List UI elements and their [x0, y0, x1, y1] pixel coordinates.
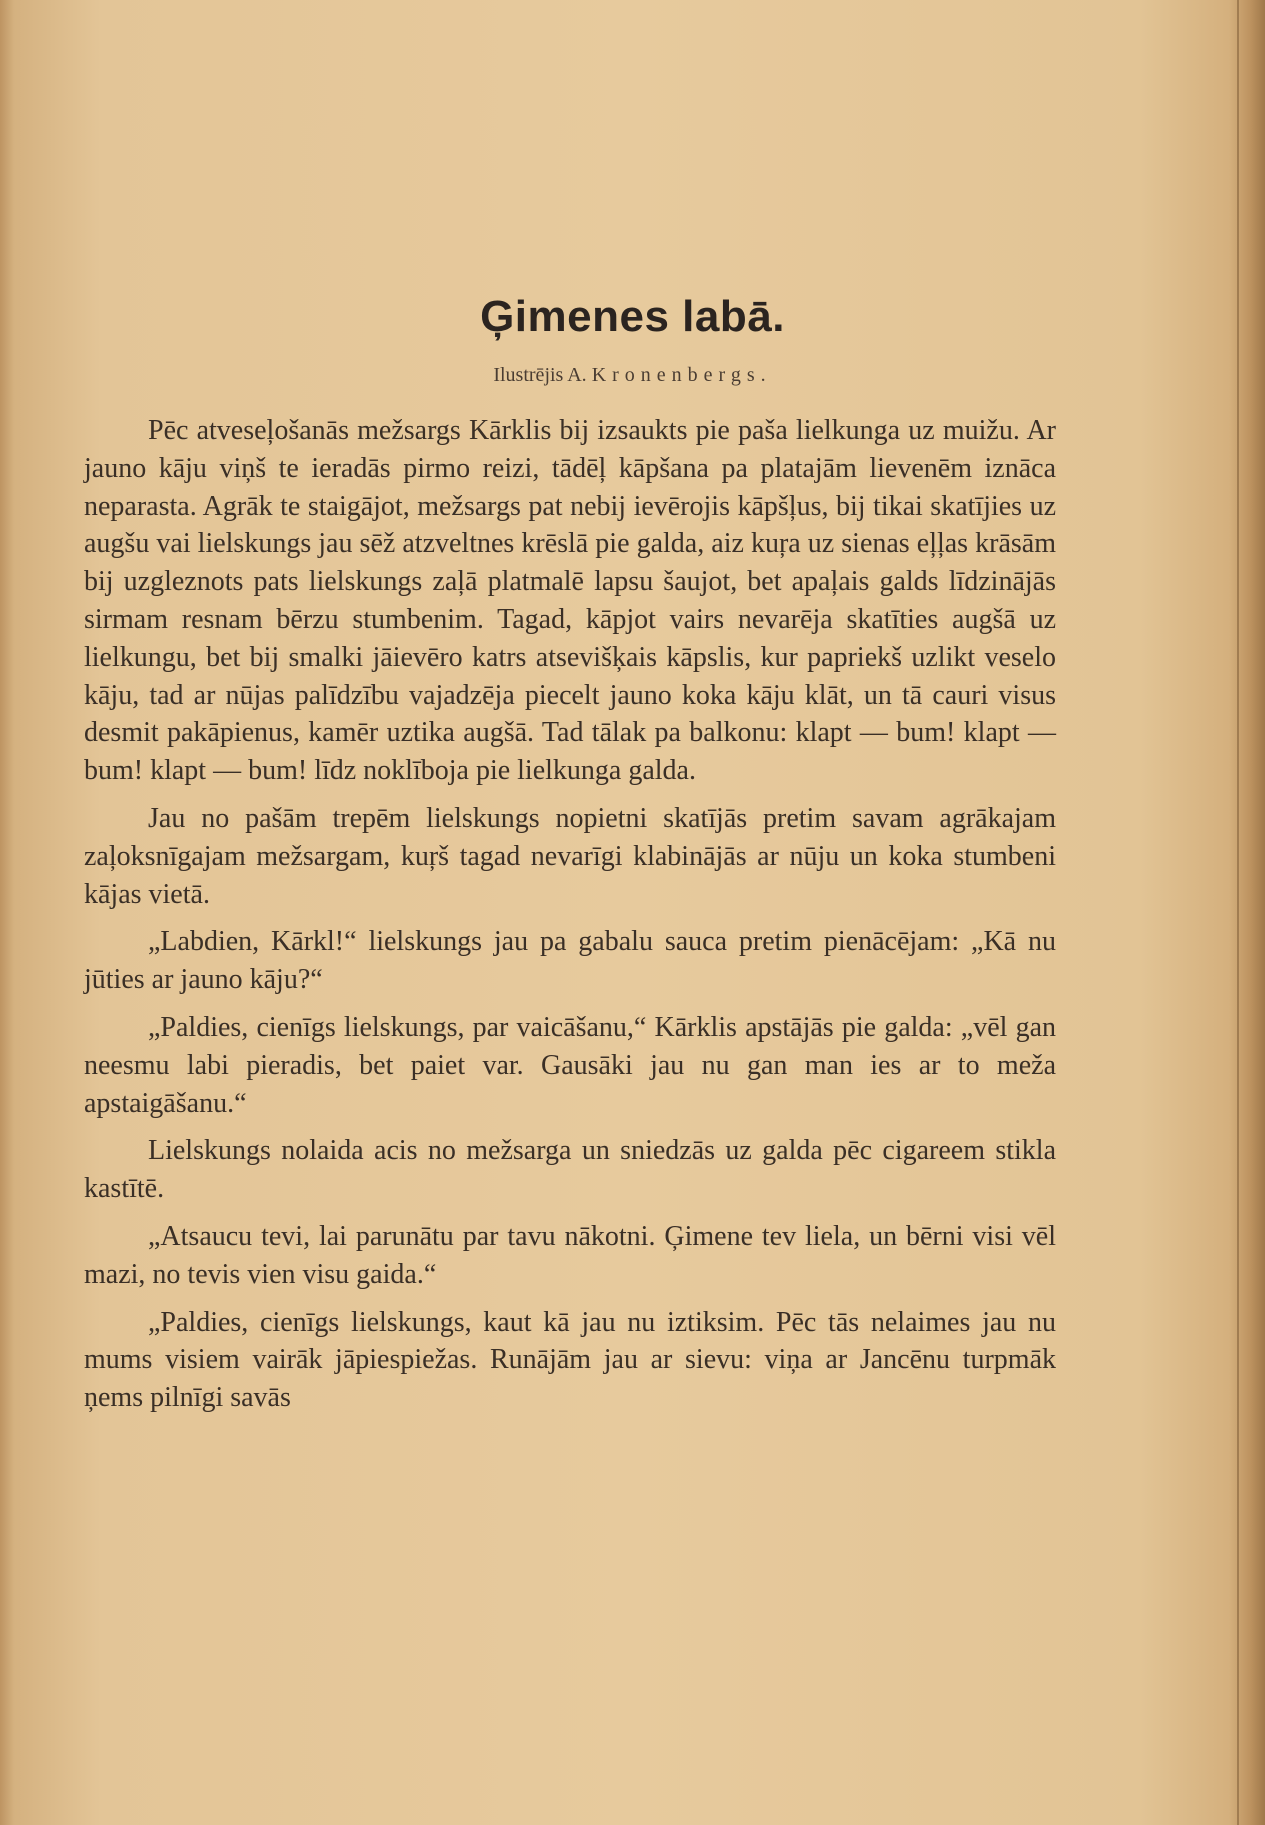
page-right-edge — [1229, 0, 1265, 1825]
paragraph: „Paldies, cienīgs lielskungs, par vaicāšanu,“ Kārklis apstājās pie galda: „vēl gan neesmu labi pieradis, bet paiet var. Gausāki jau nu gan man ies ar to meža apstaigāšanu.“ — [84, 1011, 1056, 1119]
paragraph: „Atsaucu tevi, lai parunātu par tavu nākotni. Ģimene tev liela, un bērni visi vēl mazi, no tevis vien visu gaida.“ — [84, 1220, 1056, 1290]
illustrator-credit — [0, 364, 1265, 387]
page-left-shadow — [0, 0, 14, 1825]
paragraph: Pēc atveseļošanās mežsargs Kārklis bij izsaukts pie paša lielkunga uz muižu. Ar jauno kāju viņš te ieradās pirmo reizi, tādēļ kāpšana pa platajām lievenēm iznāca neparasta. Agrāk te staigājot, mežsargs pat nebij ievērojis kāpšļus, bij tikai skatījies uz augšu vai lielskungs jau sēž atzveltnes krēslā pie galda, aiz kuŗa uz sienas eļļas krāsām bij uzgleznots pats lielskungs zaļā platmalē lapsu šaujot, bet apaļais galds līdzinājās sirmam resnam bērzu stumbenim. Tagad, kāpjot vairs nevarēja skatīties augšā uz lielkungu, bet bij smalki jāievēro katrs atsevišķais kāpslis, kur papriekš uzlikt veselo kāju, tad ar nūjas palīdzību vajadzēja piecelt jauno koka kāju klāt, un tā cauri visus desmit pakāpienus, kamēr uztika augšā. Tad tālak pa balkonu: klapt — bum! klapt — bum! klapt — bum! līdz noklīboja pie lielkunga galda. — [84, 415, 1056, 787]
paragraph: „Labdien, Kārkl!“ lielskungs jau pa gabalu sauca pretim pienācējam: „Kā nu jūties ar jauno kāju?“ — [84, 926, 1056, 996]
paragraph: Jau no pašām trepēm lielskungs nopietni skatījās pretim savam agrākajam zaļoksnīgajam mežsargam, kuŗš tagad nevarīgi klabinājās ar nūju un koka stumbeni kājas vietā. — [84, 802, 1056, 910]
article-body — [84, 412, 1056, 1427]
article-title: Ģimenes labā. — [480, 292, 785, 341]
paragraph: Lielskungs nolaida acis no mežsarga un sniedzās uz galda pēc cigareem stikla kastītē. — [84, 1135, 1056, 1205]
illustrator-prefix: Ilustrējis A. — [493, 364, 587, 386]
illustrator-surname: Kronenbergs. — [591, 364, 772, 386]
paragraph: „Paldies, cienīgs lielskungs, kaut kā jau nu iztiksim. Pēc tās nelaimes jau nu mums visiem vairāk jāpiespiežas. Runājām jau ar sievu: viņa ar Jancēnu turpmāk ņems pilnīgi savās — [84, 1306, 1056, 1414]
page-edge-line — [1237, 0, 1239, 1825]
